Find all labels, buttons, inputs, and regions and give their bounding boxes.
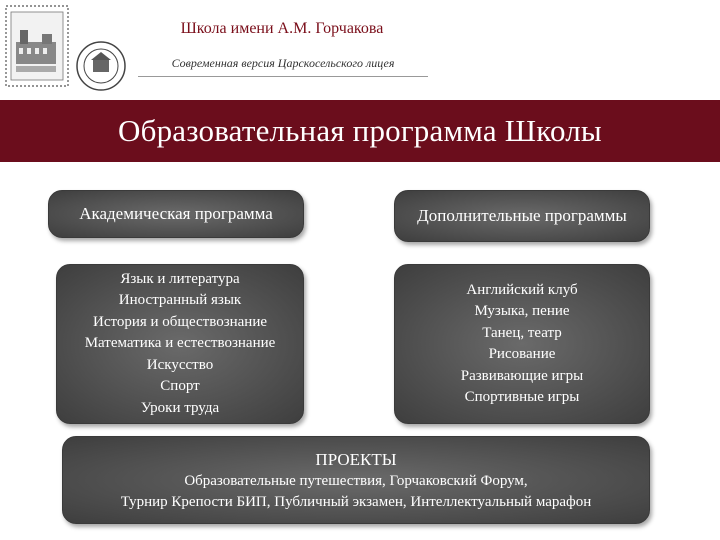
projects-box <box>62 436 650 524</box>
school-subtitle: Современная версия Царскосельского лицея <box>171 56 395 70</box>
school-logo <box>2 4 130 92</box>
list-item: Спорт <box>160 378 200 395</box>
additional-programs-title: Дополнительные программы <box>417 206 627 225</box>
academic-program-header <box>48 190 304 238</box>
list-item: Развивающие игры <box>460 367 584 384</box>
list-item: Язык и литература <box>120 270 240 287</box>
school-title: Школа имени А.М. Горчакова <box>180 20 384 37</box>
list-item: Иностранный язык <box>118 292 242 309</box>
list-item: Танец, театр <box>482 324 562 341</box>
projects-line: Турнир Крепости БИП, Публичный экзамен, Интеллектуальный марафон <box>120 494 592 510</box>
list-item: Математика и естествознание <box>84 335 276 352</box>
title-banner <box>0 100 720 162</box>
list-item: История и обществознание <box>92 313 268 330</box>
slide-title: Образовательная программа Школы <box>118 113 602 148</box>
subtitle-divider <box>138 76 428 77</box>
academic-program-list <box>56 264 304 424</box>
additional-programs-list <box>394 264 650 424</box>
list-item: Музыка, пение <box>474 303 570 319</box>
list-item: Спортивные игры <box>464 389 580 405</box>
projects-title: ПРОЕКТЫ <box>315 450 397 469</box>
school-emblem-icon <box>2 4 130 92</box>
list-item: Английский клуб <box>466 281 578 298</box>
list-item: Искусство <box>146 356 214 373</box>
additional-programs-header <box>394 190 650 242</box>
academic-program-title: Академическая программа <box>79 204 273 223</box>
projects-line: Образовательные путешествия, Горчаковский Форум, <box>184 473 528 489</box>
list-item: Рисование <box>488 346 556 362</box>
list-item: Уроки труда <box>140 399 220 416</box>
